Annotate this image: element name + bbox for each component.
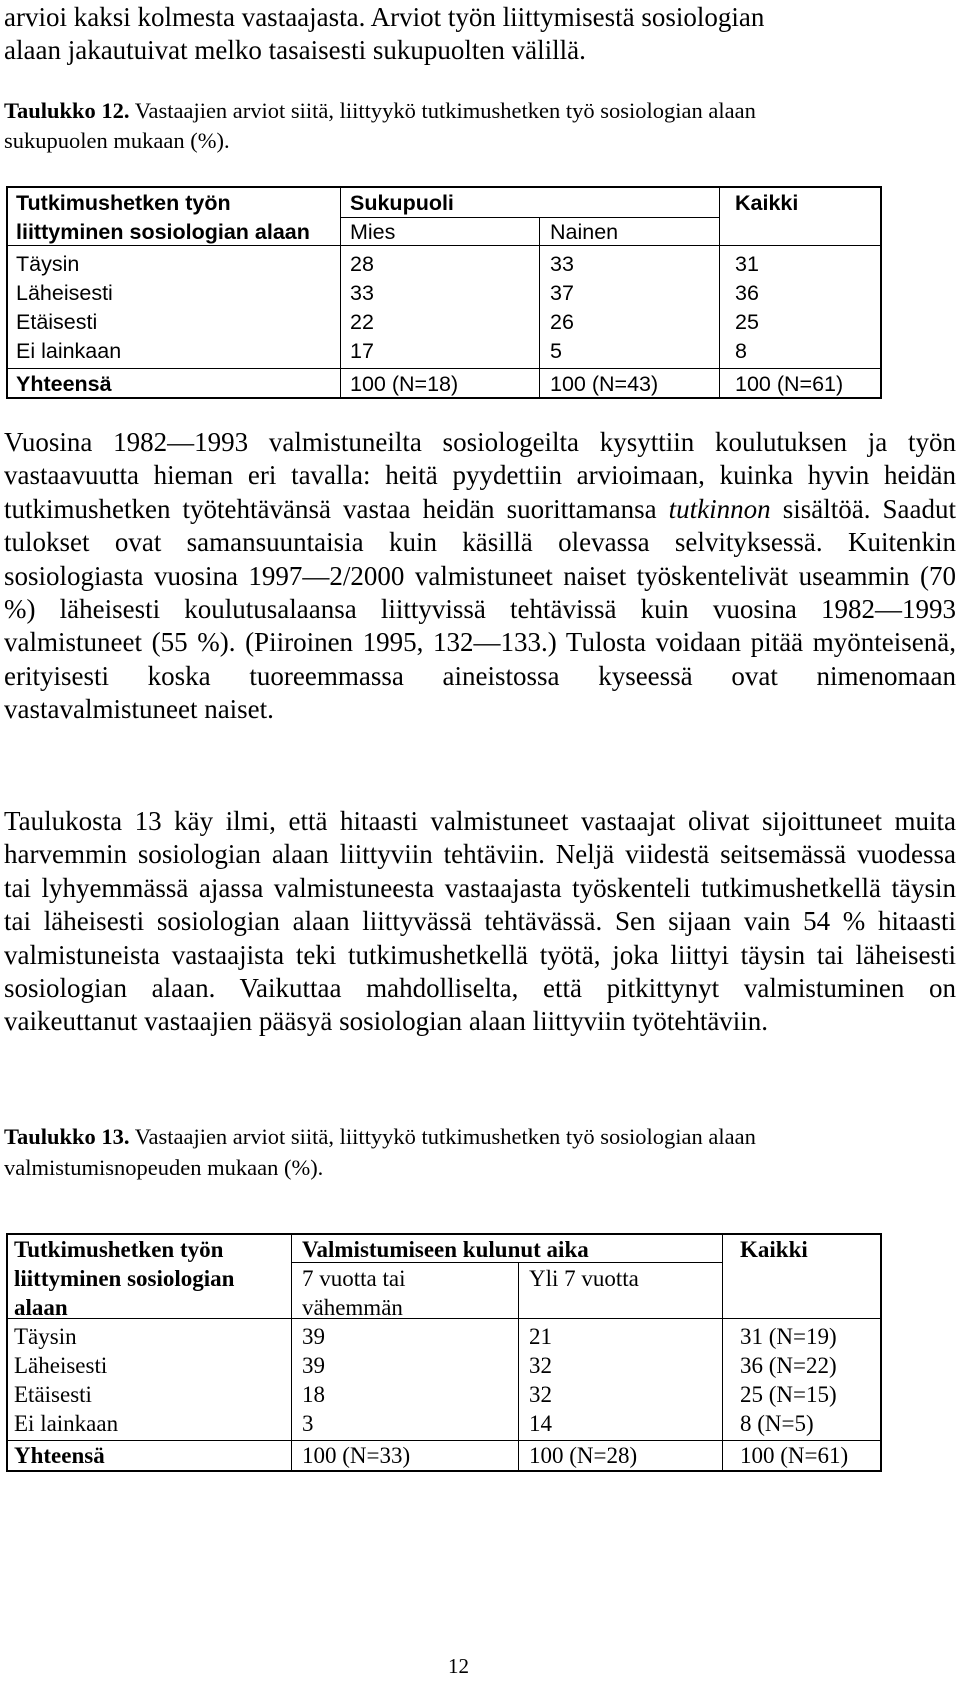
table-cell: 25 — [735, 310, 759, 334]
table-rule — [340, 186, 341, 399]
table-13-header-line3: alaan — [14, 1295, 68, 1320]
table-row-label: Täysin — [16, 252, 80, 276]
table-cell: 22 — [350, 310, 374, 334]
table-13-col-fast-line2: vähemmän — [302, 1295, 403, 1320]
table-cell: 37 — [550, 281, 574, 305]
table-12-total-header: Kaikki — [735, 191, 799, 215]
table-rule — [6, 186, 882, 188]
table-cell: 14 — [529, 1411, 552, 1436]
table-cell: 36 (N=22) — [740, 1353, 837, 1378]
table-cell: 8 (N=5) — [740, 1411, 814, 1436]
table-13-col-fast-line1: 7 vuotta tai — [302, 1266, 406, 1291]
table-13-total-header: Kaikki — [740, 1237, 808, 1262]
table-12-caption-label: Taulukko 12. — [4, 98, 130, 123]
table-cell: 21 — [529, 1324, 552, 1349]
table-12-group-header: Sukupuoli — [350, 191, 454, 215]
table-rule — [6, 1233, 882, 1235]
table-cell: 25 (N=15) — [740, 1382, 837, 1407]
table-13-group-header: Valmistumiseen kulunut aika — [302, 1237, 589, 1262]
table-row-label: Etäisesti — [14, 1382, 92, 1407]
table-12-header-line2: liittyminen sosiologian alaan — [16, 220, 310, 244]
table-total-label: Yhteensä — [16, 372, 112, 396]
table-cell: 32 — [529, 1353, 552, 1378]
body-text-line: alaan jakautuivat melko tasaisesti sukupuolten välillä. — [4, 35, 586, 65]
table-13-header-line1: Tutkimushetken työn — [14, 1237, 224, 1262]
table-12-caption — [4, 96, 756, 126]
table-total-label: Yhteensä — [14, 1443, 105, 1468]
table-cell: 39 — [302, 1324, 325, 1349]
table-cell: 3 — [302, 1411, 314, 1436]
table-rule — [6, 368, 882, 369]
table-total-cell: 100 (N=18) — [350, 372, 459, 396]
table-cell: 33 — [550, 252, 574, 276]
table-13-col-slow: Yli 7 vuotta — [529, 1266, 639, 1291]
table-total-cell: 100 (N=33) — [302, 1443, 411, 1468]
table-cell: 31 — [735, 252, 759, 276]
table-cell: 39 — [302, 1353, 325, 1378]
table-rule — [340, 217, 719, 218]
table-row-label: Läheisesti — [14, 1353, 108, 1378]
table-cell: 28 — [350, 252, 374, 276]
table-cell: 32 — [529, 1382, 552, 1407]
table-12-col-male: Mies — [350, 220, 396, 244]
table-row-label: Täysin — [14, 1324, 77, 1349]
table-cell: 36 — [735, 281, 759, 305]
table-rule — [719, 186, 720, 399]
paragraph-text: Vuosina 1982—1993 valmistuneilta sosiologeilta kysyttiin koulutuksen ja työn vastaavuutta hieman eri tavalla: heitä pyydettiin arvioimaan, kuinka hyvin heidän tutkimushetken työtehtävänsä vastaa heidän suorittamansa — [4, 427, 956, 524]
table-total-cell: 100 (N=43) — [550, 372, 659, 396]
table-rule — [539, 217, 540, 399]
body-text-line: arvioi kaksi kolmesta vastaajasta. Arviot työn liittymisestä sosiologian — [4, 2, 765, 32]
table-cell: 31 (N=19) — [740, 1324, 837, 1349]
table-rule — [518, 1262, 519, 1472]
table-cell: 26 — [550, 310, 574, 334]
table-rule — [6, 245, 882, 246]
table-13-caption-line2: valmistumisnopeuden mukaan (%). — [4, 1155, 324, 1180]
paragraph-text: sisältöä. Saadut tulokset ovat samansuuntaisia kuin käsillä olevassa selvityksessä. Kuitenkin sosiologiasta vuosina 1997—2/2000 valmistuneet naiset työskentelivät useammin (70 %) läheisesti koulutusalaansa liittyvissä tehtävissä kuin vuosina 1982—1993 valmistuneet (55 %). (Piiroinen 1995, 132—133.) Tulosta voidaan pitää myönteisenä, erityisesti koska tuoreemmassa aineistossa kyseessä ovat nimenomaan vastavalmistuneet naiset. — [4, 493, 956, 725]
table-total-cell: 100 (N=28) — [529, 1443, 638, 1468]
table-rule — [6, 1470, 882, 1472]
table-rule — [880, 1233, 882, 1472]
table-13-caption-text: Vastaajien arviot siitä, liittyykö tutkimushetken työ sosiologian alaan — [129, 1124, 756, 1149]
body-paragraph — [4, 426, 956, 727]
table-total-cell: 100 (N=61) — [740, 1443, 849, 1468]
paragraph-italic-word: tutkinnon — [668, 493, 771, 524]
table-cell: 17 — [350, 339, 374, 363]
table-row-label: Etäisesti — [16, 310, 98, 334]
table-13-header-line2: liittyminen sosiologian — [14, 1266, 235, 1291]
table-rule — [6, 1233, 8, 1472]
table-13-caption — [4, 1122, 756, 1152]
table-rule — [6, 1440, 882, 1441]
table-12-caption-line2: sukupuolen mukaan (%). — [4, 128, 230, 153]
page-number: 12 — [448, 1654, 469, 1678]
table-row-label: Läheisesti — [16, 281, 113, 305]
table-rule — [6, 397, 882, 399]
table-cell: 33 — [350, 281, 374, 305]
table-12-caption-text: Vastaajien arviot siitä, liittyykö tutkimushetken työ sosiologian alaan — [129, 98, 756, 123]
table-rule — [291, 1233, 292, 1472]
table-cell: 8 — [735, 339, 747, 363]
table-total-cell: 100 (N=61) — [735, 372, 844, 396]
table-12-header-line1: Tutkimushetken työn — [16, 191, 231, 215]
body-paragraph: Taulukosta 13 käy ilmi, että hitaasti valmistuneet vastaajat olivat sijoittuneet muita harvemmin sosiologian alaan liittyviin tehtäviin. Neljä viidestä seitsemässä vuodessa tai lyhyemmässä ajassa valmistuneesta vastaajasta työskenteli tutkimushetkellä täysin tai läheisesti sosiologian alaan liittyvässä tehtävässä. Sen sijaan vain 54 % hitaasti valmistuneista vastaajista teki tutkimushetkellä työtä, joka liittyi täysin tai läheisesti sosiologian alaan. Vaikuttaa mahdolliselta, että pitkittynyt valmistuminen on vaikeuttanut vastaajien pääsyä sosiologian alaan liittyviin työtehtäviin. — [4, 806, 956, 1037]
table-cell: 5 — [550, 339, 562, 363]
table-cell: 18 — [302, 1382, 325, 1407]
table-rule — [6, 1318, 882, 1319]
table-row-label: Ei lainkaan — [14, 1411, 119, 1436]
table-rule — [722, 1233, 723, 1472]
table-row-label: Ei lainkaan — [16, 339, 122, 363]
table-13-caption-label: Taulukko 13. — [4, 1124, 130, 1149]
table-12-col-female: Nainen — [550, 220, 619, 244]
